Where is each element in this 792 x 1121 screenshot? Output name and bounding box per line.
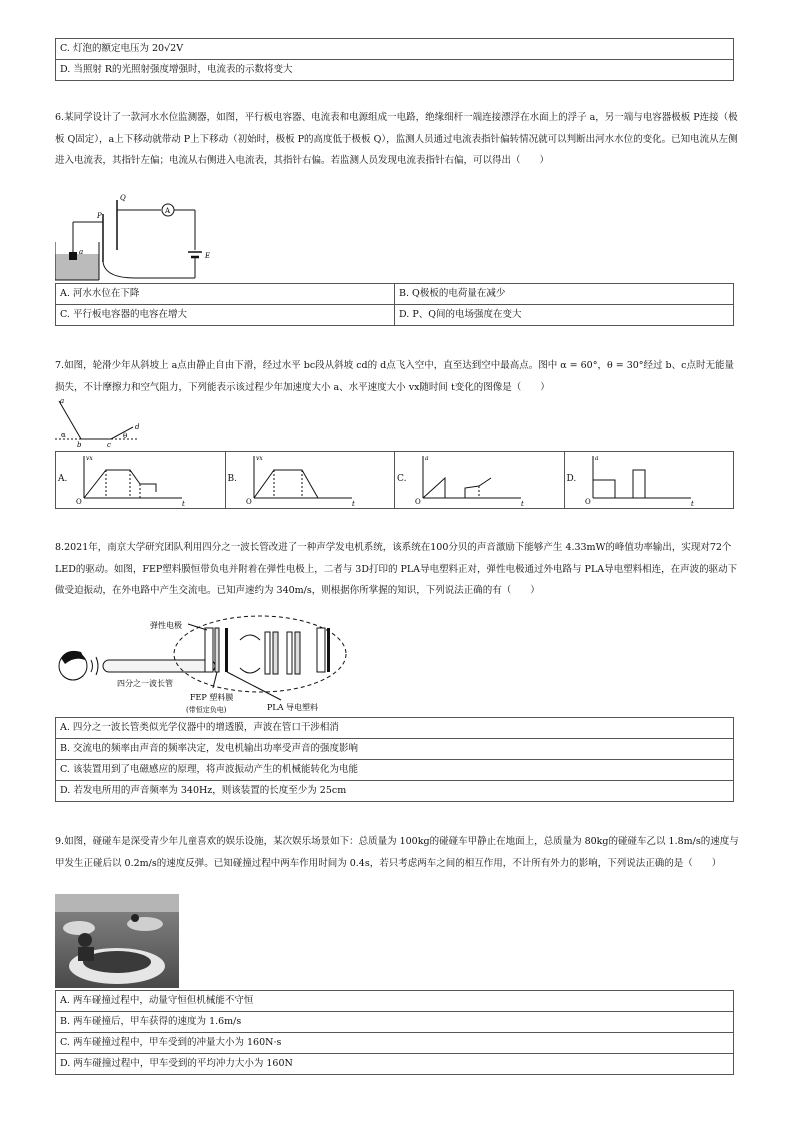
label-tube: 四分之一波长管	[117, 679, 173, 688]
bumper-car-photo	[55, 894, 179, 988]
q9-option-a[interactable]	[56, 991, 734, 1012]
option-label: B.	[60, 1016, 71, 1027]
option-text: 交流电的频率由声音的频率决定，发电机输出功率受声音的强度影响	[73, 743, 359, 754]
option-label: B.	[399, 288, 410, 299]
option-text: 灯泡的额定电压为 20√2V	[72, 43, 184, 54]
option-label: D.	[60, 64, 71, 75]
axis-origin: O	[415, 498, 421, 506]
axis-y-label: vx	[255, 455, 263, 462]
question-stem-text: 如图，碰碰车是深受青少年儿童喜欢的娱乐设施，某次娱乐场景如下：总质量为 100kg的碰碰车甲静止在地面上，总质量为 80kg的碰碰车乙以 1.8m/s的速度与甲发生正碰后以 0.2m/s的速度反弹。已知碰撞过程中两车作用时间为 0.4s，若只考虑两车之间的相互作用，不计所有外力的影响，下列说法正确的是（ ）	[55, 836, 739, 869]
q7-graph-options	[55, 451, 734, 509]
graph-a	[72, 452, 222, 508]
option-text: 两车碰撞过程中，甲车受到的平均冲力大小为 160N	[73, 1058, 293, 1069]
q7-option-b[interactable]	[225, 452, 395, 509]
axis-x-label: t	[521, 500, 524, 508]
graph-d	[581, 452, 731, 508]
option-label: D.	[399, 309, 410, 320]
option-label: D.	[60, 785, 71, 796]
question-stem-text: 某同学设计了一款河水水位监测器，如图，平行板电容器、电流表和电源组成一电路，绝缘细杆一端连接漂浮在水面上的浮子 a，另一端与电容器极板 P连接（极板 Q固定），a上下移动就带动 P上下移动（初始时，极板 P的高度低于极板 Q），监测人员通过电流表指针偏转情况就可以判断出河水水位的变化。已知电流从左侧进入电流表，其指针左偏；电流从右侧进入电流表，其指针右偏。若监测人员发现电流表指针右偏，可以得出（ ）	[55, 112, 738, 166]
q8-device-figure	[55, 610, 355, 716]
person-head-icon	[59, 651, 87, 680]
axis-x-label: t	[690, 500, 694, 508]
axis-y-label: a	[425, 455, 429, 462]
q5-option-c[interactable]	[56, 39, 734, 60]
label-fep: FEP 塑料膜	[190, 693, 234, 702]
q6-option-a[interactable]	[56, 284, 395, 305]
option-text: 两车碰撞后，甲车获得的速度为 1.6m/s	[73, 1016, 242, 1027]
option-label: A.	[60, 288, 70, 299]
label-theta: θ	[123, 432, 128, 440]
question-stem-text: 2021年，南京大学研究团队利用四分之一波长管改进了一种声学发电机系统，该系统在100分贝的声音激励下能够产生 4.33mW的峰值功率输出，实现对72个 LED的驱动。如图，FEP塑料膜恒带负电并附着在弹性电极上，二者与 3D打印的 PLA导电塑料正对，弹性电极通过外电路与 PLA导电塑料相连，在声波的驱动下做受迫振动，在外电路中产生交流电。已知声速约为 340m/s，则根据你所掌握的知识，下列说法正确的有（ ）	[55, 542, 738, 596]
q7-slope-figure	[55, 397, 145, 449]
quarter-wave-tube	[103, 660, 215, 672]
graph-c	[411, 452, 561, 508]
float-a	[69, 252, 77, 260]
q8-option-a[interactable]	[56, 718, 734, 739]
label-alpha: α	[61, 431, 66, 439]
q6-option-d[interactable]	[395, 305, 734, 326]
option-text: 该装置用到了电磁感应的原理，将声波振动产生的机械能转化为电能	[72, 764, 358, 775]
label-pla: PLA 导电塑料	[267, 703, 319, 712]
q7-option-c[interactable]	[395, 452, 565, 509]
q5-options-table	[55, 38, 734, 81]
option-label: D.	[566, 474, 577, 484]
option-text: 平行板电容器的电容在增大	[72, 309, 187, 320]
q8-option-b[interactable]	[56, 739, 734, 760]
option-text: P、Q间的电场强度在变大	[412, 309, 522, 320]
axis-x-label: t	[182, 500, 185, 508]
option-label: C.	[60, 309, 70, 320]
label-a: a	[60, 397, 65, 405]
q9-option-b[interactable]	[56, 1012, 734, 1033]
option-text: 四分之一波长管类似光学仪器中的增透膜，声波在管口干涉相消	[72, 722, 339, 733]
q6-option-c[interactable]	[56, 305, 395, 326]
axis-x-label: t	[351, 500, 355, 508]
option-label: A.	[60, 995, 70, 1006]
option-label: D.	[60, 1058, 71, 1069]
label-e: E	[205, 252, 211, 260]
axis-origin: O	[76, 498, 82, 506]
option-label: C.	[60, 764, 70, 775]
q6-options-table	[55, 283, 734, 326]
option-text: 若发电所用的声音频率为 340Hz，则该装置的长度至少为 25cm	[73, 785, 347, 796]
label-fep-note: (带恒定负电)	[186, 706, 227, 714]
question-number: 6.	[55, 112, 65, 123]
label-p: P	[97, 212, 102, 220]
option-text: 河水水位在下降	[72, 288, 140, 299]
question-stem-text: 如图，轮滑少年从斜坡上 a点由静止自由下滑，经过水平 bc段从斜坡 cd的 d点飞入空中，直至达到空中最高点。图中 α = 60°，θ = 30°经过 b、c点时无能量损失，不计摩擦力和空气阻力，下列能表示该过程少年加速度大小 a、水平速度大小 vx随时间 t变化的图像是（ ）	[55, 360, 734, 393]
q8-option-d[interactable]	[56, 781, 734, 802]
q7-option-d[interactable]	[564, 452, 734, 509]
q6-circuit-figure	[55, 192, 225, 282]
option-label: C.	[60, 43, 70, 54]
axis-y-label: a	[594, 455, 599, 462]
label-d: d	[135, 423, 140, 431]
q5-option-d[interactable]	[56, 60, 734, 81]
ammeter-label: A	[165, 207, 171, 215]
q8-stem	[55, 537, 740, 602]
label-q: Q	[120, 194, 126, 202]
label-electrode: 弹性电极	[150, 621, 182, 630]
q9-options-table	[55, 990, 734, 1075]
q9-stem	[55, 831, 740, 874]
axis-y-label: vx	[86, 455, 93, 462]
option-label: C.	[60, 1037, 70, 1048]
q8-option-c[interactable]	[56, 760, 734, 781]
option-text: 当照射 R的光照射强度增强时，电流表的示数将变大	[73, 64, 293, 75]
option-label: C.	[397, 474, 407, 484]
question-number: 8.	[55, 542, 65, 553]
option-label: B.	[60, 743, 71, 754]
option-label: B.	[227, 474, 237, 484]
label-a: a	[79, 248, 84, 256]
axis-origin: O	[584, 498, 591, 506]
option-text: 两车碰撞过程中，动量守恒但机械能不守恒	[72, 995, 254, 1006]
option-text: 两车碰撞过程中，甲车受到的冲量大小为 160N·s	[72, 1037, 282, 1048]
axis-origin: O	[245, 498, 252, 506]
option-label: A.	[60, 722, 70, 733]
question-number: 9.	[55, 836, 65, 847]
graph-b	[242, 452, 392, 508]
q7-stem	[55, 355, 740, 398]
label-b: b	[77, 441, 82, 449]
option-label: A.	[58, 474, 68, 484]
question-number: 7.	[55, 360, 65, 371]
q6-option-b[interactable]	[395, 284, 734, 305]
option-text: Q极板的电荷量在减少	[412, 288, 506, 299]
label-c: c	[107, 441, 111, 449]
q9-option-c[interactable]	[56, 1033, 734, 1054]
q6-stem	[55, 107, 740, 172]
q8-options-table	[55, 717, 734, 802]
q7-option-a[interactable]	[56, 452, 226, 509]
q9-option-d[interactable]	[56, 1054, 734, 1075]
